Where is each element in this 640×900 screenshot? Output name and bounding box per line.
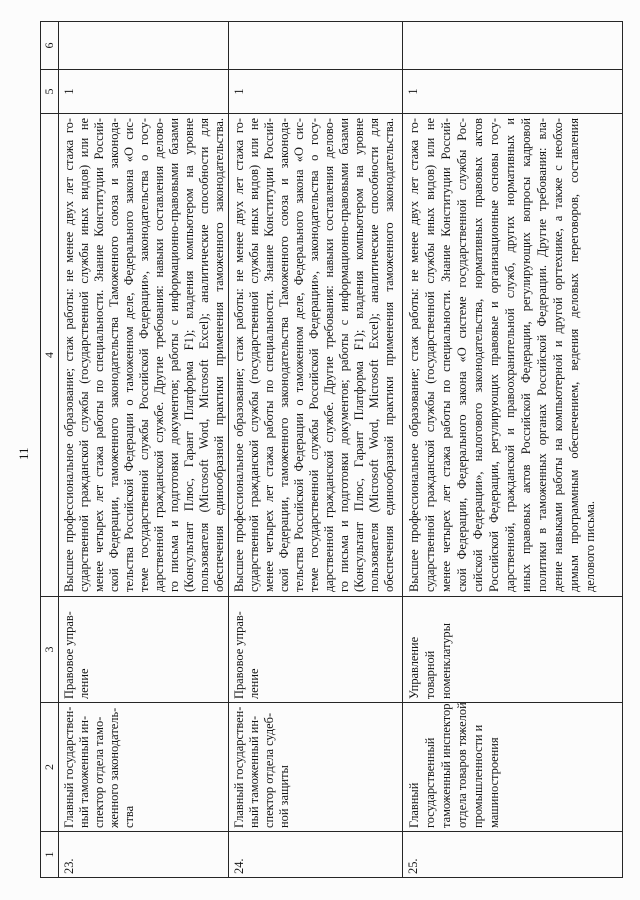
row-number: 24. [232,858,246,874]
cell-position-title [229,702,403,831]
department-line: товарной [423,650,437,699]
requirements-line: ской Федерации, Федерального закона «О системе государственной службы Рос- [455,118,469,592]
department-line: Правовое управ- [232,611,246,699]
header-cell-4: 4 [41,113,59,596]
department-line: ление [77,668,91,699]
requirements-line: пользователя (Microsoft Word, Microsoft Excel); аналитические способности для [367,118,381,592]
header-cell-6: 6 [41,21,59,69]
requirements-line: пользователя (Microsoft Word, Microsoft Excel); аналитические способности для [197,118,211,592]
requirements-line: сийской Федерации», налогового законодательства, нормативных правовых актов [471,118,485,592]
position-line: промышленности и [471,724,485,828]
cell-department [403,596,623,702]
page-number: 11 [16,447,31,460]
requirements-line: Высшее профессиональное образование; стаж работы: не менее двух лет стажа го- [232,118,246,592]
requirements-line: обеспечения единообразной практики применения таможенного законодательства. [212,118,226,592]
requirements-line: ской Федерации, таможенного законодательства Таможенного союза и законода- [277,118,291,592]
position-line: Главный государствен- [62,706,76,828]
cell-count [403,69,623,113]
position-line: спектор отдела судеб- [262,712,276,828]
cell-position-title [403,702,623,831]
position-line: Главный [407,782,421,828]
department-line: Правовое управ- [62,611,76,699]
cell-count [59,69,229,113]
cell-requirements [403,113,623,596]
cell-empty [403,21,623,69]
requirements-line: менее четырех лет стажа работы по специальности. Знание Конституции Россий- [92,118,106,592]
requirements-line: обеспечения единообразной практики применения таможенного законодательства. [382,118,396,592]
requirements-line: дарственной гражданской службе. Другие требования: навыки составления делово- [322,118,336,592]
department-line: ление [247,668,261,699]
requirements-line: иных правовых актов Российской Федерации, регулирующих вопросы кадровой [519,118,533,592]
cell-department [229,596,403,702]
position-line: спектор отдела тамо- [92,716,106,828]
position-line: таможенный инспектор [439,703,453,828]
requirements-line: делового письма. [583,501,597,592]
requirements-line: дение навыками работы на компьютерной и другой оргтехнике, а также с необхо- [551,118,565,592]
requirements-line: дарственной гражданской службе. Другие требования: навыки составления делово- [152,118,166,592]
cell-row-number [59,831,229,877]
requirements-line: тельства Российской Федерации о таможенном деле, Федерального закона «О сис- [292,118,306,592]
requirements-line: (Консультант Плюс, Гарант Платформа F1); владения компьютером на уровне [182,118,196,592]
position-line: ный таможенный ин- [247,715,261,828]
requirements-line: го письма и подготовки документов; работы с информационно-правовыми базами [337,118,351,592]
position-line: ной защиты [277,765,291,828]
requirements-line: (Консультант Плюс, Гарант Платформа F1); владения компьютером на уровне [352,118,366,592]
header-cell-2: 2 [41,702,59,831]
requirements-line: сударственной гражданской службы (государственной службы иных видов) или не [77,118,91,592]
row-number: 25. [406,858,420,874]
requirements-line: Высшее профессиональное образование; стаж работы: не менее двух лет стажа го- [407,118,421,592]
position-line: машиностроения [487,737,501,828]
position-count: 1 [232,88,246,95]
position-count: 1 [406,88,420,95]
requirements-line: тельства Российской Федерации о таможенном деле, Федерального закона «О сис- [122,118,136,592]
cell-row-number [403,831,623,877]
cell-requirements [229,113,403,596]
positions-table [40,21,623,878]
requirements-line: ской Федерации, таможенного законодательства Таможенного союза и законода- [107,118,121,592]
requirements-line: теме государственной службы Российской Федерации», законодательства о госу- [137,118,151,592]
header-cell-5: 5 [41,69,59,113]
position-line: ный таможенный ин- [77,715,91,828]
requirements-line: го письма и подготовки документов; работы с информационно-правовыми базами [167,118,181,592]
cell-empty [59,21,229,69]
cell-count [229,69,403,113]
header-cell-3: 3 [41,596,59,702]
requirements-line: политики в таможенных органах Российской Федерации. Другие требования: вла- [535,118,549,592]
row-number: 23. [62,858,76,874]
position-line: государственный [423,737,437,828]
department-line: номенклатуры [439,623,453,699]
cell-position-title [59,702,229,831]
requirements-line: димым программным обеспечением, ведения деловых переговоров, составления [567,118,581,592]
header-cell-1: 1 [41,831,59,877]
department-line: Управление [407,636,421,699]
position-line: Главный государствен- [232,706,246,828]
requirements-line: сударственной гражданской службы (государственной службы иных видов) или не [423,118,437,592]
requirements-line: Высшее профессиональное образование; стаж работы: не менее двух лет стажа го- [62,118,76,592]
position-line: отдела товаров тяжелой [455,702,469,828]
cell-requirements [59,113,229,596]
requirements-line: Российской Федерации, регулирующих правовые и организационные основы госу- [487,118,501,592]
requirements-line: менее четырех лет стажа работы по специальности. Знание Конституции Россий- [439,118,453,592]
position-line: женного законодатель- [107,707,121,828]
position-count: 1 [62,88,76,95]
cell-empty [229,21,403,69]
cell-department [59,596,229,702]
requirements-line: сударственной гражданской службы (государственной службы иных видов) или не [247,118,261,592]
position-line: ства [122,805,136,828]
requirements-line: менее четырех лет стажа работы по специальности. Знание Конституции Россий- [262,118,276,592]
requirements-line: теме государственной службы Российской Федерации», законодательства о госу- [307,118,321,592]
cell-row-number [229,831,403,877]
requirements-line: дарственной, гражданской и правоохранительной служб, других нормативных и [503,118,517,592]
